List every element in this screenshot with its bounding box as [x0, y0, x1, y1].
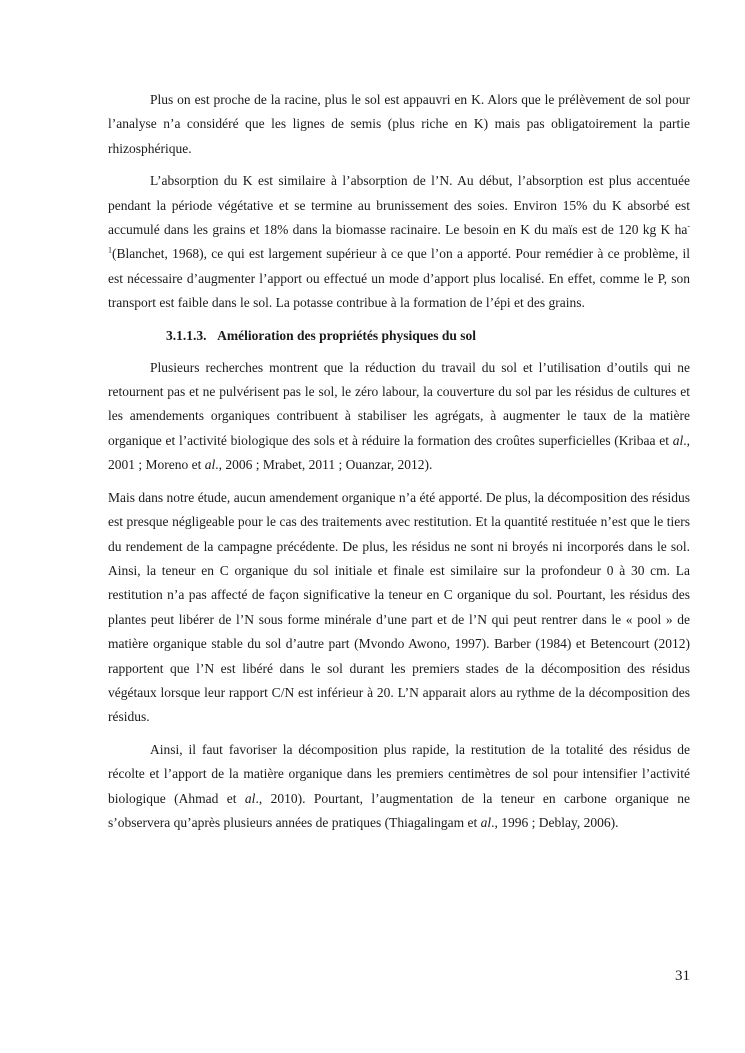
paragraph-text: Mais dans notre étude, aucun amendement organique n’a été apporté. De plus, la décomposition des résidus est presque négligeable pour le cas des traitements avec restitution. Et la quantité restituée n’est que le tiers du rendement de la campagne précédente. De plus, les résidus ne sont ni broyés ni incorporés dans le sol. Ainsi, la teneur en C organique du sol initiale et finale est similaire sur la profondeur 0 à 30 cm. La restitution n’a pas affecté de façon significative la teneur en C organique du sol. Pourtant, les résidus des plantes peut libérer de l’N sous forme minérale d’une part et de l’N qui peut rentrer dans le « pool » de matière organique stable du sol d’autre part (Mvondo Awono, 1997). Barber (1984) et Betencourt (2012) rapportent que l’N est libéré dans le sol durant les premiers stades de la décomposition des résidus végétaux lorsque leur rapport C/N est inférieur à 20. L’N apparait alors au rythme de la décomposition des résidus. [108, 489, 690, 725]
section-number: 3.1.1.3. [166, 327, 207, 343]
paragraph-text: ., 1996 ; Deblay, 2006). [491, 814, 619, 830]
paragraph-text: Plusieurs recherches montrent que la réduction du travail du sol et l’utilisation d’outils qui ne retournent pas et ne pulvérisent pas le sol, le zéro labour, la couverture du sol par les résidus de cultures et les amendements organiques contribuent à stabiliser les agrégats, à augmenter le taux de la matière organique et l’activité biologique des sols et à réduire la formation des croûtes superficielles (Kribaa et [108, 359, 690, 448]
paragraph-k-absorption [108, 169, 690, 315]
citation-al: al [204, 457, 216, 473]
paragraph-text: L’absorption du K est similaire à l’absorption de l’N. Au début, l’absorption est plus accentuée pendant la période végétative et se termine au brunissement des soies. Environ 15% du K absorbé est accumulé dans les grains et 18% dans la biomasse racinaire. Le besoin en K du maïs est de 120 kg K ha [108, 173, 690, 238]
paragraph-rhizosphere [108, 88, 690, 161]
paragraph-text: ., 2001 ; Moreno et [108, 432, 690, 473]
paragraph-text: ., 2006 ; Mrabet, 2011 ; Ouanzar, 2012). [215, 457, 433, 473]
paragraph-study [108, 486, 690, 730]
paragraph-text: ., 2010). Pourtant, l’augmentation de la teneur en carbone organique ne s’observera qu’après plusieurs années de pratiques (Thiagalingam et [108, 790, 691, 830]
document-page [108, 88, 690, 843]
paragraph-text: (Blanchet, 1968), ce qui est largement supérieur à ce que l’on a apporté. Pour remédier à ce problème, il est nécessaire d’augmenter l’apport ou effectué un mode d’apport plus localisé. En effet, comme le P, son transport est faible dans le sol. La potasse contribue à la formation de l’épi et des grains. [108, 246, 690, 311]
citation-al: al [480, 814, 492, 830]
citation-al: al [672, 432, 684, 448]
paragraph-conclusion [108, 738, 690, 836]
paragraph-text: Plus on est proche de la racine, plus le sol est appauvri en K. Alors que le prélèvement de sol pour l’analyse n’a considéré que les lignes de semis (plus riche en K) mais pas obligatoirement la partie rhizosphérique. [108, 92, 690, 156]
page-number: 31 [675, 968, 690, 984]
citation-al: al [244, 790, 256, 806]
paragraph-research [108, 356, 690, 478]
section-title: Amélioration des propriétés physiques du sol [217, 327, 477, 343]
paragraph-text: Ainsi, il faut favoriser la décomposition plus rapide, la restitution de la totalité des résidus de récolte et l’apport de la matière organique dans les premiers centimètres de sol pour intensifier l’activité biologique (Ahmad et [108, 741, 690, 806]
section-heading [108, 324, 690, 348]
superscript-exponent: -1 [108, 221, 690, 255]
